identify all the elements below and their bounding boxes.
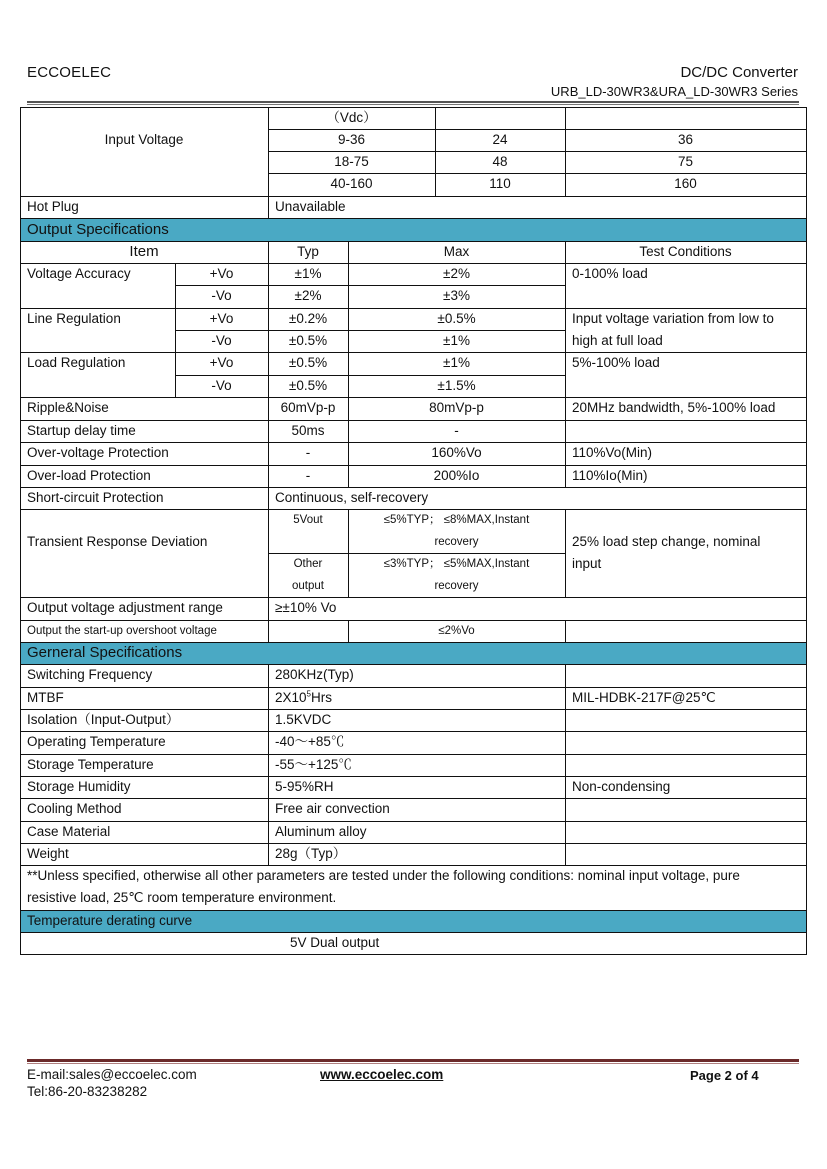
ldr-test: 5%-100% load	[572, 355, 660, 370]
grid-line	[348, 620, 349, 642]
col-header-item: Item	[129, 243, 159, 260]
hot-plug-label: Hot Plug	[27, 199, 79, 214]
gen-label-case: Case Material	[27, 824, 111, 839]
input-max-3: 160	[674, 176, 697, 191]
ripple-label: Ripple&Noise	[27, 400, 109, 415]
gen-label-mtbf: MTBF	[27, 690, 64, 705]
section-title-output: Output Specifications	[27, 221, 169, 238]
gen-label-cooling: Cooling Method	[27, 801, 122, 816]
grid-line	[20, 865, 807, 866]
transient-test-line1: 25% load step change, nominal	[572, 534, 761, 549]
grid-line	[175, 285, 565, 286]
transient-other-val-line2: recovery	[434, 580, 479, 592]
grid-line	[20, 843, 807, 844]
gen-value-operating-temp: -40～+85℃	[275, 734, 345, 749]
footer-tel: Tel:86-20-83238282	[27, 1084, 148, 1099]
mtbf-exponent: 5	[306, 689, 311, 699]
gen-label-weight: Weight	[27, 846, 69, 861]
va-pos-typ: ±1%	[294, 266, 322, 281]
ripple-typ: 60mVp-p	[280, 400, 336, 415]
grid-line	[20, 442, 807, 443]
grid-line	[20, 420, 807, 421]
lr-pos-max: ±0.5%	[437, 311, 476, 326]
ovp-max: 160%Vo	[431, 445, 482, 460]
startup-max: -	[454, 423, 459, 438]
startup-label: Startup delay time	[27, 423, 136, 438]
grid-line	[20, 664, 807, 665]
gen-label-switching: Switching Frequency	[27, 667, 153, 682]
grid-line	[20, 709, 807, 710]
grid-line	[20, 620, 807, 621]
header-rule	[27, 101, 799, 103]
footer-page-number: Page 2 of 4	[690, 1068, 759, 1083]
brand-name: ECCOELEC	[27, 64, 112, 81]
input-range-2: 18-75	[334, 154, 369, 169]
grid-line	[20, 954, 807, 955]
ldr-pos-max: ±1%	[443, 355, 470, 370]
olp-typ: -	[305, 468, 311, 483]
input-max-2: 75	[677, 154, 694, 169]
gen-value-humidity: 5-95%RH	[275, 779, 334, 794]
grid-line	[20, 509, 807, 510]
footer-rule-thin	[27, 1063, 799, 1064]
grid-line	[20, 910, 807, 911]
grid-line	[20, 352, 807, 353]
transient-other-val-line1: ≤3%TYP； ≤5%MAX,Instant	[383, 558, 530, 570]
derating-subtitle: 5V Dual output	[290, 935, 380, 950]
grid-line	[20, 218, 807, 219]
col-header-max: Max	[443, 244, 470, 259]
grid-line	[20, 821, 807, 822]
gen-note-mtbf: MIL-HDBK-217F@25℃	[572, 690, 716, 705]
grid-line	[20, 397, 807, 398]
input-max-1: 36	[677, 132, 694, 147]
grid-line	[20, 308, 807, 309]
overshoot-label: Output the start-up overshoot voltage	[27, 625, 217, 637]
grid-line	[565, 664, 566, 865]
input-nominal-3: 110	[489, 176, 511, 191]
mtbf-base: 2X10	[275, 690, 307, 705]
grid-line	[565, 509, 566, 597]
scp-value: Continuous, self-recovery	[275, 490, 429, 505]
grid-line	[20, 487, 807, 488]
olp-test: 110%Io(Min)	[572, 468, 648, 483]
grid-line	[175, 263, 176, 397]
grid-line	[268, 241, 269, 487]
scp-label: Short-circuit Protection	[27, 490, 164, 505]
grid-line	[175, 330, 565, 331]
grid-line	[435, 107, 436, 196]
ripple-max: 80mVp-p	[429, 400, 484, 415]
gen-label-storage-temp: Storage Temperature	[27, 757, 154, 772]
olp-max: 200%Io	[433, 468, 480, 483]
header-rule-thin	[27, 104, 799, 105]
grid-line	[20, 241, 807, 242]
gen-value-isolation: 1.5KVDC	[275, 712, 332, 727]
ripple-test: 20MHz bandwidth, 5%-100% load	[572, 400, 776, 415]
ldr-neg-typ: ±0.5%	[288, 378, 328, 393]
grid-line	[565, 241, 566, 487]
va-pos: +Vo	[209, 266, 234, 281]
lr-pos-typ: ±0.2%	[288, 311, 328, 326]
grid-line	[268, 553, 565, 554]
transient-5vout-val-line2: recovery	[434, 536, 479, 548]
startup-typ: 50ms	[291, 423, 325, 438]
grid-line	[20, 798, 807, 799]
lr-test-line1: Input voltage variation from low to	[572, 311, 774, 326]
transient-5vout: 5Vout	[293, 514, 323, 526]
gen-value-weight: 28g（Typ）	[275, 846, 347, 861]
mtbf-unit: Hrs	[310, 690, 332, 705]
grid-line	[175, 375, 565, 376]
lr-pos: +Vo	[209, 311, 234, 326]
input-nominal-2: 48	[492, 154, 508, 169]
transient-other-line2: output	[292, 580, 324, 592]
grid-line	[806, 107, 807, 955]
ldr-pos: +Vo	[209, 355, 234, 370]
grid-line	[20, 932, 807, 933]
col-header-typ: Typ	[297, 244, 319, 259]
gen-label-operating-temp: Operating Temperature	[27, 734, 166, 749]
lr-neg-typ: ±0.5%	[288, 333, 328, 348]
grid-line	[20, 196, 807, 197]
gen-value-cooling: Free air convection	[275, 801, 390, 816]
va-neg-max: ±3%	[443, 288, 470, 303]
grid-line	[268, 173, 807, 174]
grid-line	[565, 107, 566, 196]
footer-rule	[27, 1059, 799, 1062]
grid-line	[20, 776, 807, 777]
gen-value-case: Aluminum alloy	[275, 824, 367, 839]
grid-line	[20, 731, 807, 732]
ldr-neg: -Vo	[211, 378, 232, 393]
input-voltage-unit: （Vdc）	[326, 110, 377, 125]
grid-line	[268, 129, 807, 130]
section-title-derating: Temperature derating curve	[27, 913, 193, 928]
input-voltage-label: Input Voltage	[104, 132, 184, 147]
doc-series: URB_LD-30WR3&URA_LD-30WR3 Series	[550, 84, 798, 99]
gen-label-isolation: Isolation（Input-Output）	[27, 712, 180, 727]
grid-line	[20, 642, 807, 643]
grid-line	[268, 487, 269, 642]
gen-value-switching: 280KHz(Typ)	[275, 667, 354, 682]
ldr-neg-max: ±1.5%	[437, 378, 476, 393]
grid-line	[565, 620, 566, 642]
footer-website-link[interactable]: www.eccoelec.com	[320, 1067, 444, 1082]
gen-label-humidity: Storage Humidity	[27, 779, 131, 794]
overshoot-max: ≤2%Vo	[438, 625, 475, 637]
input-nominal-1: 24	[492, 132, 508, 147]
grid-line	[20, 107, 21, 955]
adjust-value: ≥±10% Vo	[275, 600, 337, 615]
footnote-line2: resistive load, 25℃ room temperature environment.	[27, 890, 337, 905]
input-range-3: 40-160	[330, 176, 373, 191]
col-header-test: Test Conditions	[639, 244, 732, 259]
adjust-label: Output voltage adjustment range	[27, 600, 223, 615]
gen-value-storage-temp: -55～+125℃	[275, 757, 352, 772]
hot-plug-value: Unavailable	[275, 199, 346, 214]
grid-line	[20, 107, 807, 108]
grid-line	[20, 754, 807, 755]
footnote-line1: **Unless specified, otherwise all other parameters are tested under the following conditions: nominal input voltage, pure	[27, 868, 740, 883]
transient-test-line2: input	[572, 556, 602, 571]
grid-line	[20, 687, 807, 688]
grid-line	[20, 597, 807, 598]
footer-email: E-mail:sales@eccoelec.com	[27, 1067, 197, 1082]
input-range-1: 9-36	[337, 132, 366, 147]
va-neg-typ: ±2%	[294, 288, 322, 303]
transient-5vout-val-line1: ≤5%TYP； ≤8%MAX,Instant	[383, 514, 530, 526]
voltage-accuracy-label: Voltage Accuracy	[27, 266, 131, 281]
va-test: 0-100% load	[572, 266, 648, 281]
grid-line	[268, 664, 269, 865]
olp-label: Over-load Protection	[27, 468, 151, 483]
ldr-pos-typ: ±0.5%	[288, 355, 328, 370]
grid-line	[20, 263, 807, 264]
doc-title: DC/DC Converter	[680, 64, 798, 81]
ovp-label: Over-voltage Protection	[27, 445, 169, 460]
line-regulation-label: Line Regulation	[27, 311, 121, 326]
grid-line	[20, 465, 807, 466]
va-pos-max: ±2%	[443, 266, 470, 281]
gen-note-humidity: Non-condensing	[572, 779, 671, 794]
ovp-test: 110%Vo(Min)	[572, 445, 653, 460]
transient-other-line1: Other	[293, 558, 323, 570]
ovp-typ: -	[305, 445, 311, 460]
grid-line	[268, 151, 807, 152]
section-title-general: Gerneral Specifications	[27, 644, 183, 661]
va-neg: -Vo	[211, 288, 232, 303]
load-regulation-label: Load Regulation	[27, 355, 126, 370]
gen-value-mtbf	[268, 687, 565, 709]
lr-neg-max: ±1%	[443, 333, 470, 348]
lr-test-line2: high at full load	[572, 333, 663, 348]
grid-line	[348, 241, 349, 487]
grid-line	[348, 509, 349, 597]
grid-line	[268, 107, 269, 218]
transient-label: Transient Response Deviation	[27, 534, 208, 549]
lr-neg: -Vo	[211, 333, 232, 348]
